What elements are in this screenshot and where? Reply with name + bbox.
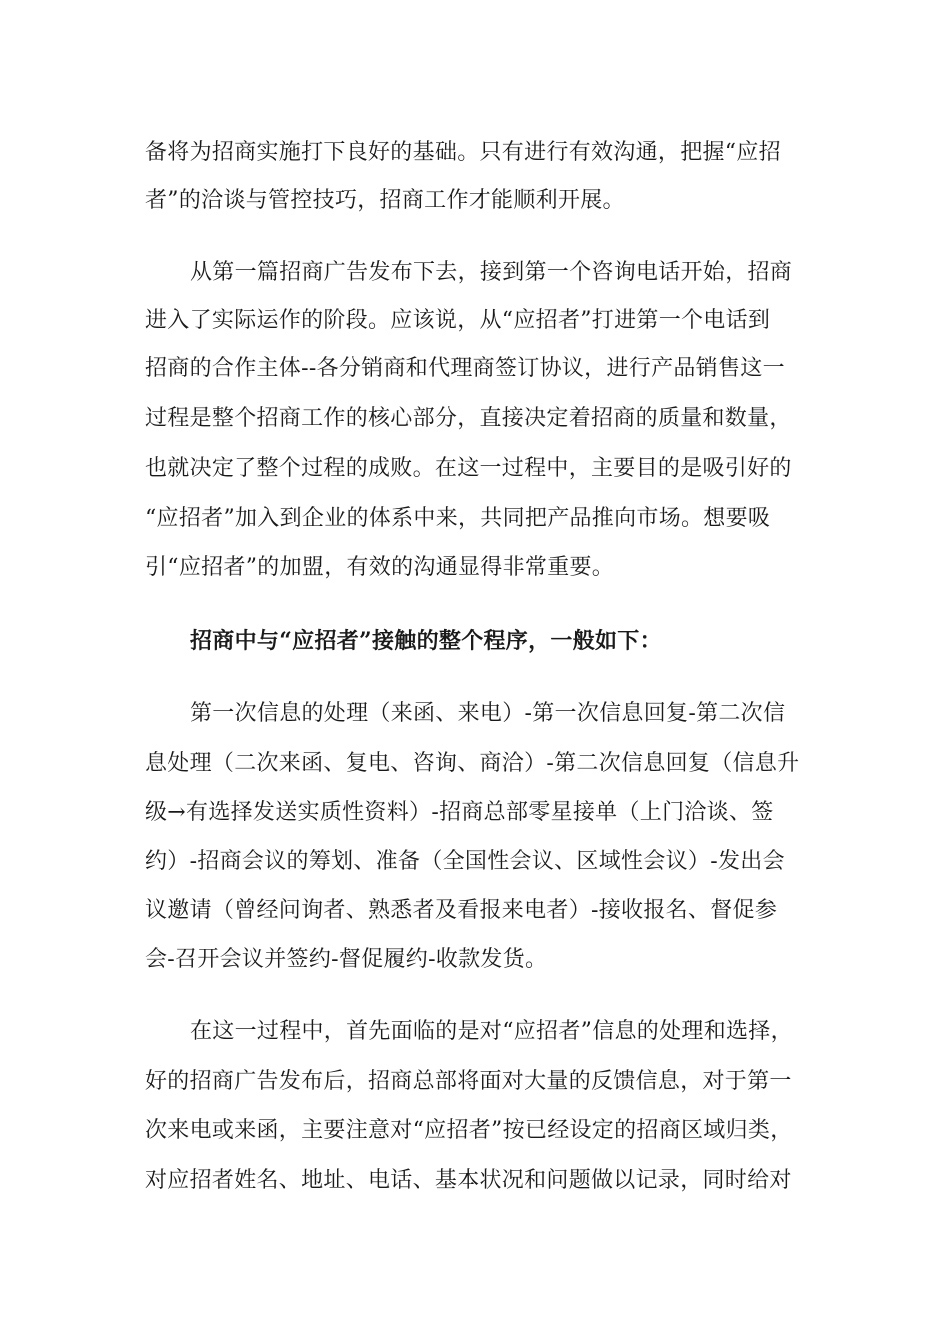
text-line: 会-召开会议并签约-督促履约-收款发货。 (145, 947, 548, 972)
text-line: 招商的合作主体--各分销商和代理商签订协议，进行产品销售这一 (145, 356, 785, 381)
text-line: 者”的洽谈与管控技巧，招商工作才能顺利开展。 (145, 188, 625, 213)
text-line: 引“应招者”的加盟，有效的沟通显得非常重要。 (145, 555, 615, 580)
text-line: “应招者”加入到企业的体系中来，共同把产品推向市场。想要吸 (145, 506, 771, 531)
text-line: 对应招者姓名、地址、电话、基本状况和问题做以记录，同时给对 (145, 1168, 792, 1193)
text-line: 过程是整个招商工作的核心部分，直接决定着招商的质量和数量， (145, 406, 792, 431)
text-line: 息处理（二次来函、复电、咨询、商洽）-第二次信息回复（信息升 (145, 751, 800, 776)
heading-line: 招商中与“应招者”接触的整个程序，一般如下： (190, 628, 662, 654)
text-line: 议邀请（曾经问询者、熟悉者及看报来电者）-接收报名、督促参 (145, 898, 778, 923)
text-line: 在这一过程中，首先面临的是对“应招者”信息的处理和选择， (190, 1019, 793, 1044)
text-line: 也就决定了整个过程的成败。在这一过程中，主要目的是吸引好的 (145, 456, 792, 481)
text-line: 次来电或来函，主要注意对“应招者”按已经设定的招商区域归类， (145, 1118, 793, 1143)
text-line: 约）-招商会议的筹划、准备（全国性会议、区域性会议）-发出会 (145, 849, 785, 874)
text-line: 好的招商广告发布后，招商总部将面对大量的反馈信息，对于第一 (145, 1069, 792, 1094)
text-line: 第一次信息的处理（来函、来电）-第一次信息回复-第二次信 (190, 701, 786, 726)
text-line: 备将为招商实施打下良好的基础。只有进行有效沟通，把握“应招 (145, 140, 781, 165)
text-line: 从第一篇招商广告发布下去，接到第一个咨询电话开始，招商 (190, 260, 793, 285)
text-line: 进入了实际运作的阶段。应该说，从“应招者”打进第一个电话到 (145, 308, 771, 333)
text-line: 级→有选择发送实质性资料）-招商总部零星接单（上门洽谈、签 (145, 800, 774, 825)
